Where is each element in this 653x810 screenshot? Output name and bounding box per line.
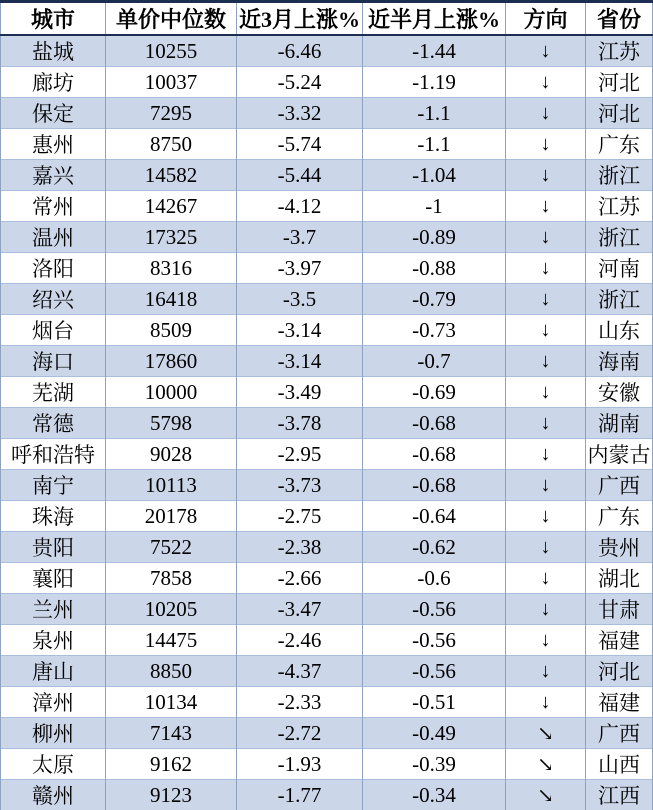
table-row: [1, 377, 653, 408]
table-row: [1, 160, 653, 191]
col-header-median-price: 单价中位数: [106, 2, 237, 36]
table-row: [1, 687, 653, 718]
cell-province: 安徽: [586, 377, 653, 408]
cell-city: 保定: [1, 98, 106, 129]
cell-rise-3m: -4.37: [237, 656, 363, 687]
cell-rise-half-month: -0.69: [363, 377, 506, 408]
cell-city: 贵阳: [1, 532, 106, 563]
cell-city: 海口: [1, 346, 106, 377]
cell-direction: ↓: [506, 160, 586, 191]
cell-rise-3m: -2.66: [237, 563, 363, 594]
cell-province: 广西: [586, 718, 653, 749]
cell-rise-3m: -3.14: [237, 346, 363, 377]
cell-city: 常州: [1, 191, 106, 222]
cell-median-price: 5798: [106, 408, 237, 439]
cell-city: 洛阳: [1, 253, 106, 284]
cell-rise-half-month: -0.68: [363, 408, 506, 439]
cell-city: 太原: [1, 749, 106, 780]
cell-rise-3m: -1.93: [237, 749, 363, 780]
cell-median-price: 10205: [106, 594, 237, 625]
col-header-direction: 方向: [506, 2, 586, 36]
col-header-city: 城市: [1, 2, 106, 36]
table-row: [1, 191, 653, 222]
cell-median-price: 17325: [106, 222, 237, 253]
cell-rise-half-month: -0.79: [363, 284, 506, 315]
cell-direction: ↓: [506, 129, 586, 160]
cell-province: 河北: [586, 98, 653, 129]
cell-direction: ↓: [506, 439, 586, 470]
cell-rise-3m: -3.73: [237, 470, 363, 501]
cell-direction: ↓: [506, 35, 586, 67]
header-row: [1, 2, 653, 36]
cell-city: 兰州: [1, 594, 106, 625]
cell-median-price: 9162: [106, 749, 237, 780]
cell-median-price: 10000: [106, 377, 237, 408]
cell-province: 福建: [586, 625, 653, 656]
cell-province: 江苏: [586, 191, 653, 222]
cell-direction: ↓: [506, 253, 586, 284]
cell-direction: ↓: [506, 222, 586, 253]
cell-province: 海南: [586, 346, 653, 377]
cell-median-price: 8316: [106, 253, 237, 284]
cell-rise-half-month: -0.6: [363, 563, 506, 594]
cell-city: 柳州: [1, 718, 106, 749]
cell-median-price: 10037: [106, 67, 237, 98]
cell-rise-3m: -2.95: [237, 439, 363, 470]
cell-city: 惠州: [1, 129, 106, 160]
table-row: [1, 408, 653, 439]
cell-city: 唐山: [1, 656, 106, 687]
cell-median-price: 8509: [106, 315, 237, 346]
cell-direction: ↓: [506, 687, 586, 718]
cell-rise-half-month: -0.62: [363, 532, 506, 563]
cell-rise-3m: -4.12: [237, 191, 363, 222]
cell-rise-3m: -6.46: [237, 35, 363, 67]
cell-province: 浙江: [586, 222, 653, 253]
cell-rise-half-month: -0.68: [363, 470, 506, 501]
cell-direction: ↓: [506, 346, 586, 377]
cell-rise-half-month: -0.39: [363, 749, 506, 780]
col-header-rise-3m: 近3月上涨%: [237, 2, 363, 36]
cell-province: 浙江: [586, 160, 653, 191]
cell-rise-half-month: -0.68: [363, 439, 506, 470]
cell-rise-half-month: -1.04: [363, 160, 506, 191]
cell-province: 河南: [586, 253, 653, 284]
cell-rise-3m: -3.97: [237, 253, 363, 284]
table-row: [1, 501, 653, 532]
cell-rise-half-month: -0.64: [363, 501, 506, 532]
cell-rise-3m: -1.77: [237, 780, 363, 810]
cell-median-price: 14267: [106, 191, 237, 222]
table-row: [1, 749, 653, 780]
cell-direction: ↓: [506, 594, 586, 625]
table-row: [1, 253, 653, 284]
cell-rise-half-month: -0.56: [363, 625, 506, 656]
cell-rise-3m: -3.49: [237, 377, 363, 408]
table-row: [1, 222, 653, 253]
cell-province: 广西: [586, 470, 653, 501]
cell-median-price: 16418: [106, 284, 237, 315]
cell-city: 盐城: [1, 35, 106, 67]
cell-median-price: 9028: [106, 439, 237, 470]
cell-direction: ↓: [506, 191, 586, 222]
cell-median-price: 10255: [106, 35, 237, 67]
cell-rise-half-month: -0.7: [363, 346, 506, 377]
cell-city: 常德: [1, 408, 106, 439]
cell-median-price: 8850: [106, 656, 237, 687]
cell-rise-half-month: -0.56: [363, 656, 506, 687]
table-row: [1, 67, 653, 98]
cell-province: 河北: [586, 67, 653, 98]
table-row: [1, 718, 653, 749]
table-row: [1, 284, 653, 315]
table-header: [1, 2, 653, 36]
cell-rise-3m: -5.44: [237, 160, 363, 191]
cell-rise-3m: -3.47: [237, 594, 363, 625]
cell-province: 贵州: [586, 532, 653, 563]
cell-rise-3m: -3.5: [237, 284, 363, 315]
cell-province: 甘肃: [586, 594, 653, 625]
cell-median-price: 14582: [106, 160, 237, 191]
cell-rise-3m: -3.7: [237, 222, 363, 253]
col-header-rise-half-month: 近半月上涨%: [363, 2, 506, 36]
cell-city: 漳州: [1, 687, 106, 718]
cell-province: 湖北: [586, 563, 653, 594]
table-row: [1, 532, 653, 563]
cell-median-price: 10134: [106, 687, 237, 718]
cell-city: 赣州: [1, 780, 106, 810]
cell-city: 珠海: [1, 501, 106, 532]
table-row: [1, 315, 653, 346]
cell-city: 襄阳: [1, 563, 106, 594]
cell-direction: ↓: [506, 408, 586, 439]
cell-direction: ↓: [506, 315, 586, 346]
table-row: [1, 346, 653, 377]
cell-city: 芜湖: [1, 377, 106, 408]
cell-rise-half-month: -0.89: [363, 222, 506, 253]
cell-median-price: 8750: [106, 129, 237, 160]
cell-median-price: 14475: [106, 625, 237, 656]
cell-rise-half-month: -1.44: [363, 35, 506, 67]
cell-direction: ↓: [506, 67, 586, 98]
cell-rise-3m: -3.78: [237, 408, 363, 439]
cell-direction: ↘: [506, 749, 586, 780]
cell-province: 湖南: [586, 408, 653, 439]
table-row: [1, 439, 653, 470]
cell-city: 绍兴: [1, 284, 106, 315]
table-body: [1, 35, 653, 810]
cell-rise-half-month: -1.19: [363, 67, 506, 98]
cell-rise-half-month: -1.1: [363, 129, 506, 160]
cell-rise-half-month: -0.34: [363, 780, 506, 810]
cell-province: 广东: [586, 501, 653, 532]
cell-province: 江苏: [586, 35, 653, 67]
cell-median-price: 17860: [106, 346, 237, 377]
table-row: [1, 625, 653, 656]
table-row: [1, 780, 653, 810]
table-row: [1, 35, 653, 67]
table-row: [1, 594, 653, 625]
cell-rise-half-month: -0.88: [363, 253, 506, 284]
cell-rise-3m: -3.32: [237, 98, 363, 129]
cell-direction: ↓: [506, 501, 586, 532]
cell-direction: ↓: [506, 625, 586, 656]
cell-rise-3m: -2.75: [237, 501, 363, 532]
table-row: [1, 98, 653, 129]
col-header-province: 省份: [586, 2, 653, 36]
cell-direction: ↓: [506, 284, 586, 315]
cell-rise-half-month: -1.1: [363, 98, 506, 129]
cell-city: 廊坊: [1, 67, 106, 98]
cell-median-price: 9123: [106, 780, 237, 810]
table-row: [1, 470, 653, 501]
cell-median-price: 7143: [106, 718, 237, 749]
cell-direction: ↓: [506, 563, 586, 594]
cell-rise-3m: -2.38: [237, 532, 363, 563]
cell-rise-half-month: -0.73: [363, 315, 506, 346]
cell-median-price: 7295: [106, 98, 237, 129]
cell-city: 泉州: [1, 625, 106, 656]
cell-median-price: 7522: [106, 532, 237, 563]
cell-rise-3m: -3.14: [237, 315, 363, 346]
cell-city: 温州: [1, 222, 106, 253]
cell-rise-half-month: -0.49: [363, 718, 506, 749]
cell-rise-half-month: -0.51: [363, 687, 506, 718]
cell-rise-3m: -5.74: [237, 129, 363, 160]
cell-province: 广东: [586, 129, 653, 160]
cell-city: 嘉兴: [1, 160, 106, 191]
cell-rise-3m: -2.33: [237, 687, 363, 718]
cell-direction: ↓: [506, 656, 586, 687]
cell-rise-3m: -2.72: [237, 718, 363, 749]
cell-province: 河北: [586, 656, 653, 687]
cell-median-price: 10113: [106, 470, 237, 501]
cell-province: 江西: [586, 780, 653, 810]
cell-province: 山西: [586, 749, 653, 780]
table-row: [1, 656, 653, 687]
cell-direction: ↘: [506, 718, 586, 749]
cell-direction: ↓: [506, 377, 586, 408]
cell-rise-half-month: -1: [363, 191, 506, 222]
cell-city: 南宁: [1, 470, 106, 501]
cell-median-price: 20178: [106, 501, 237, 532]
cell-median-price: 7858: [106, 563, 237, 594]
cell-rise-3m: -5.24: [237, 67, 363, 98]
cell-city: 烟台: [1, 315, 106, 346]
cell-direction: ↘: [506, 780, 586, 810]
cell-province: 内蒙古: [586, 439, 653, 470]
cell-province: 福建: [586, 687, 653, 718]
cell-rise-3m: -2.46: [237, 625, 363, 656]
cell-city: 呼和浩特: [1, 439, 106, 470]
cell-direction: ↓: [506, 532, 586, 563]
cell-province: 山东: [586, 315, 653, 346]
cell-direction: ↓: [506, 98, 586, 129]
cell-direction: ↓: [506, 470, 586, 501]
table-row: [1, 129, 653, 160]
table-row: [1, 563, 653, 594]
cell-province: 浙江: [586, 284, 653, 315]
cell-rise-half-month: -0.56: [363, 594, 506, 625]
